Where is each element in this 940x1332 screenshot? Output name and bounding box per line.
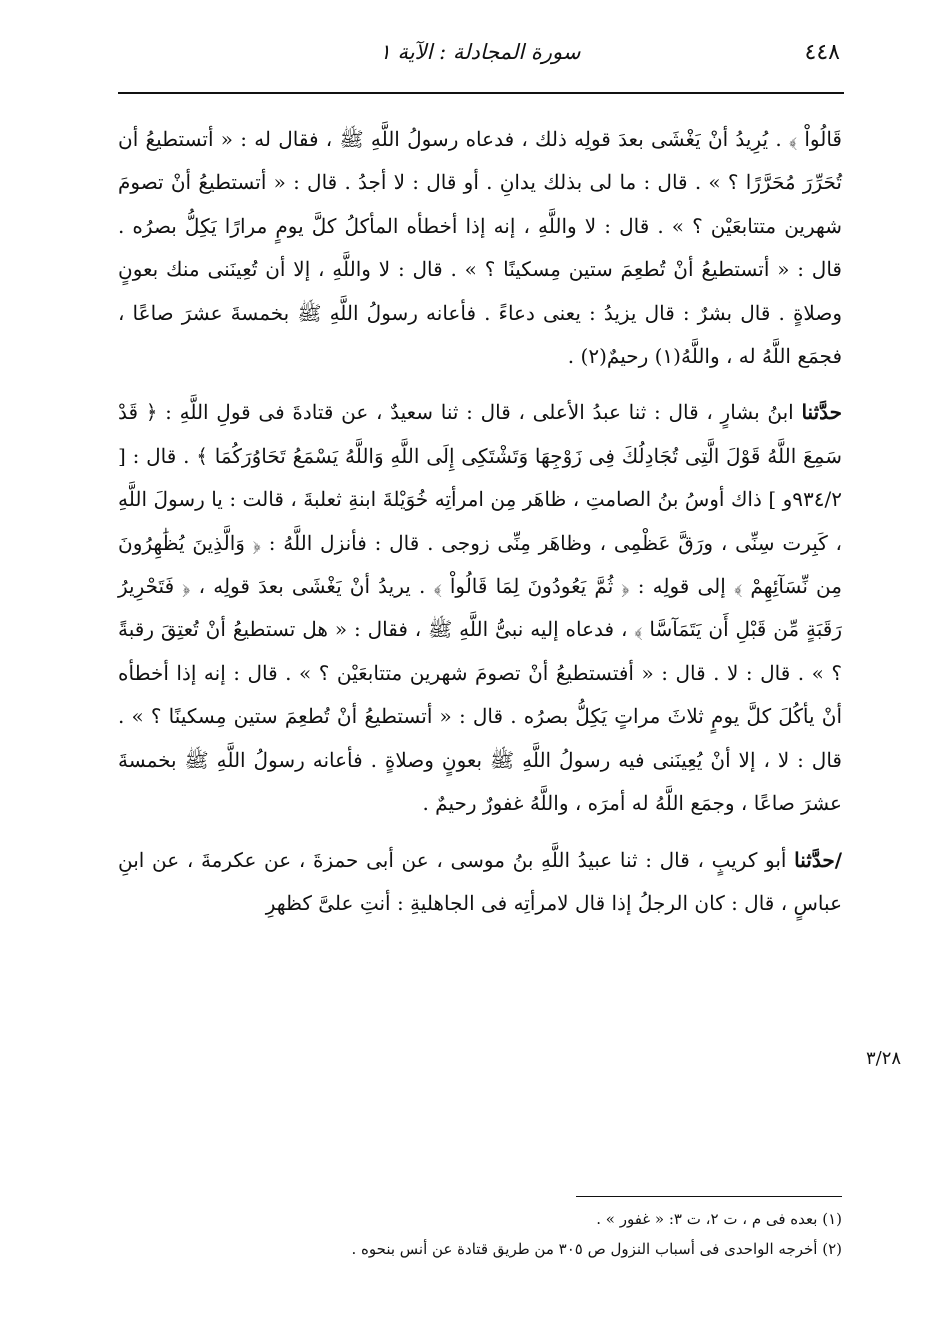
paragraph-lead: حدَّثنا (801, 400, 843, 425)
footnote: (١) بعده فى م ، ت ٢، ت ٣: « غفور » . (596, 1210, 842, 1228)
paragraph (118, 391, 842, 825)
main-text (118, 118, 842, 925)
paragraph-text: ابنُ بشارٍ ، قال : ثنا عبدُ الأعلى ، قال : ثنا سعيدٌ ، عن قتادةَ فى قولِ اللَّهِ : ﴿ قَدْ سَمِعَ اللَّهُ قَوْلَ الَّتِى تُجَادِلُكَ فِى زَوْجِهَا وَتَشْتَكِى إِلَى اللَّهِ وَاللَّهُ يَسْمَعُ تَحَاوُرَكُمَا ﴾ . قال : [ ٩٣٤/٢و ] ذاك أوسُ بنُ الصامتِ ، ظاهَر مِن امرأتِه خُوَيْلةَ ابنةِ ثعلبةَ ، قالت : يا رسولَ اللَّهِ ، كَبِرت سِنِّى ، ورَقَّ عَظْمِى ، وظاهَر مِنِّى زوجى . قال : فأنزل اللَّهُ : ﴿ وَالَّذِينَ يُظَٰهِرُونَ مِن نِّسَآئِهِمْ ﴾ إلى قولِه : ﴿ ثُمَّ يَعُودُونَ لِمَا قَالُواْ ﴾ . يريدُ أنْ يَغْشَى بعدَ قولِه ، ﴿ فَتَحْرِيرُ رَقَبَةٍ مِّن قَبْلِ أَن يَتَمَآسَّا ﴾ ، فدعاه إليه نبىُّ اللَّهِ ﷺ ، فقال : « هل تستطيعُ أنْ تُعتِقَ رقبةً ؟ » . قال : لا . قال : « أفتستطيعُ أنْ تصومَ شهرين متتابعَيْن ؟ » . قال : إنه إذا أخطأه أنْ يأكُلَ كلَّ يومٍ ثلاثَ مراتٍ يَكِلُّ بصرُه . قال : « أتستطيعُ أنْ تُطعِمَ ستين مِسكينًا ؟ » . قال : لا ، إلا أنْ يُعِينَنى فيه رسولُ اللَّهِ ﷺ بعونٍ وصلاةٍ . فأعانه رسولُ اللَّهِ ﷺ بخمسةَ عشرَ صاعًا ، وجمَع اللَّهُ له أمرَه ، واللَّهُ غفورٌ رحيمٌ . (118, 400, 842, 816)
paragraph-lead: /حدَّثنا (794, 847, 843, 872)
paragraph-text: قَالُواْ ﴾ . يُرِيدُ أنْ يَغْشَى بعدَ قولِه ذلك ، فدعاه رسولُ اللَّهِ ﷺ ، فقال له : « أتستطيعُ أن تُحَرِّرَ مُحَرَّرًا ؟ » . قال : ما لى بذلك يدانِ . أو قال : لا أجدُ . قال : « أتستطيعُ أنْ تصومَ شهرين متتابعَيْن ؟ » . قال : لا واللَّهِ ، إنه إذا أخطأه المأكلُ كلَّ يومٍ مرارًا يَكِلُّ بصرُه . قال : « أتستطيعُ أنْ تُطعِمَ ستين مِسكينًا ؟ » . قال : لا واللَّهِ ، إلا أن تُعِينَنى منك بعونٍ وصلاةٍ . قال بشرٌ : قال يزيدُ : يعنى دعاءً . فأعانه رسولُ اللَّهِ ﷺ بخمسةَ عشرَ صاعًا ، فجمَع اللَّهُ له ، واللَّهُ(١) رحيمٌ(٢) . (118, 127, 842, 369)
footnote: (٢) أخرجه الواحدى فى أسباب النزول ص ٣٠٥ من طريق قتادة عن أنس بنحوه . (351, 1240, 842, 1258)
header-rule (118, 92, 844, 94)
margin-reference: ٣/٢٨ (866, 1048, 902, 1069)
paragraph-text: أبو كريبٍ ، قال : ثنا عبيدُ اللَّهِ بنُ موسى ، عن أبى حمزةَ ، عن عكرمةَ ، عن ابنِ عباسٍ ، قال : كان الرجلُ إذا قال لامرأتِه فى الجاهليةِ : أنتِ علىَّ كظهرِ (118, 847, 842, 915)
running-title: سورة المجادلة : الآية ١ (379, 40, 581, 64)
paragraph (118, 118, 842, 378)
page-number: ٤٤٨ (804, 40, 840, 65)
footnote-rule (576, 1196, 842, 1197)
page-header (118, 40, 842, 80)
paragraph (118, 839, 842, 926)
footnotes (118, 1204, 842, 1264)
